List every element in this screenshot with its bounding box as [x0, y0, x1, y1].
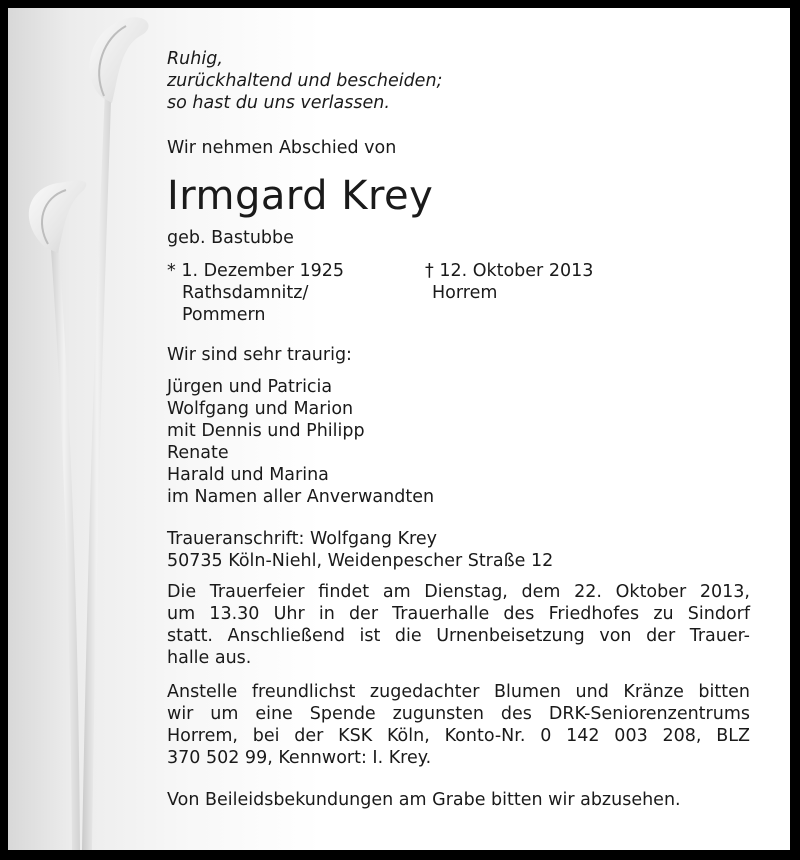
birth-place: Pommern [182, 305, 266, 325]
address-line: 50735 Köln-Niehl, Weidenpescher Straße 12 [167, 551, 554, 571]
motto-line: so hast du uns verlassen. [167, 93, 390, 113]
mourner-line: Wolfgang und Marion [167, 399, 354, 419]
mourner-line: Jürgen und Patricia [167, 377, 333, 397]
maiden-name: geb. Bastubbe [167, 228, 294, 248]
address-line: Traueranschrift: Wolfgang Krey [167, 529, 437, 549]
birth-date: * 1. Dezember 1925 [167, 261, 344, 281]
closing-text: Von Beileidsbekundungen am Grabe bitten wir abzusehen. [167, 790, 681, 810]
ceremony-line: um 13.30 Uhr in der Trauerhalle des Friedhofes zu Sindorf [167, 604, 750, 624]
motto-line: zurückhaltend und bescheiden; [167, 71, 443, 91]
donation-line: Horrem, bei der KSK Köln, Konto-Nr. 0 142 003 208, BLZ [167, 726, 750, 746]
ceremony-line: halle aus. [167, 648, 252, 668]
death-place: Horrem [432, 283, 498, 303]
mourner-line: mit Dennis und Philipp [167, 421, 365, 441]
obituary-card [8, 8, 790, 850]
birth-place: Rathsdamnitz/ [182, 283, 309, 303]
calla-lily-illustration [8, 8, 158, 850]
donation-paragraph [167, 681, 750, 769]
mourners-intro: Wir sind sehr traurig: [167, 345, 352, 365]
deceased-name: Irmgard Krey [167, 173, 434, 219]
donation-line: 370 502 99, Kennwort: I. Krey. [167, 748, 432, 768]
mourner-line: im Namen aller Anverwandten [167, 487, 435, 507]
mourner-line: Harald und Marina [167, 465, 329, 485]
motto-line: Ruhig, [167, 49, 223, 69]
death-date: † 12. Oktober 2013 [425, 261, 594, 281]
ceremony-line: statt. Anschließend ist die Urnenbeisetzung von der Trauer- [167, 626, 750, 646]
intro-text: Wir nehmen Abschied von [167, 138, 397, 158]
donation-line: Anstelle freundlichst zugedachter Blumen und Kränze bitten [167, 682, 750, 702]
donation-line: wir um eine Spende zugunsten des DRK-Seniorenzentrums [167, 704, 750, 724]
mourner-line: Renate [167, 443, 229, 463]
ceremony-line: Die Trauerfeier findet am Dienstag, dem 22. Oktober 2013, [167, 582, 750, 602]
ceremony-paragraph [167, 581, 750, 669]
